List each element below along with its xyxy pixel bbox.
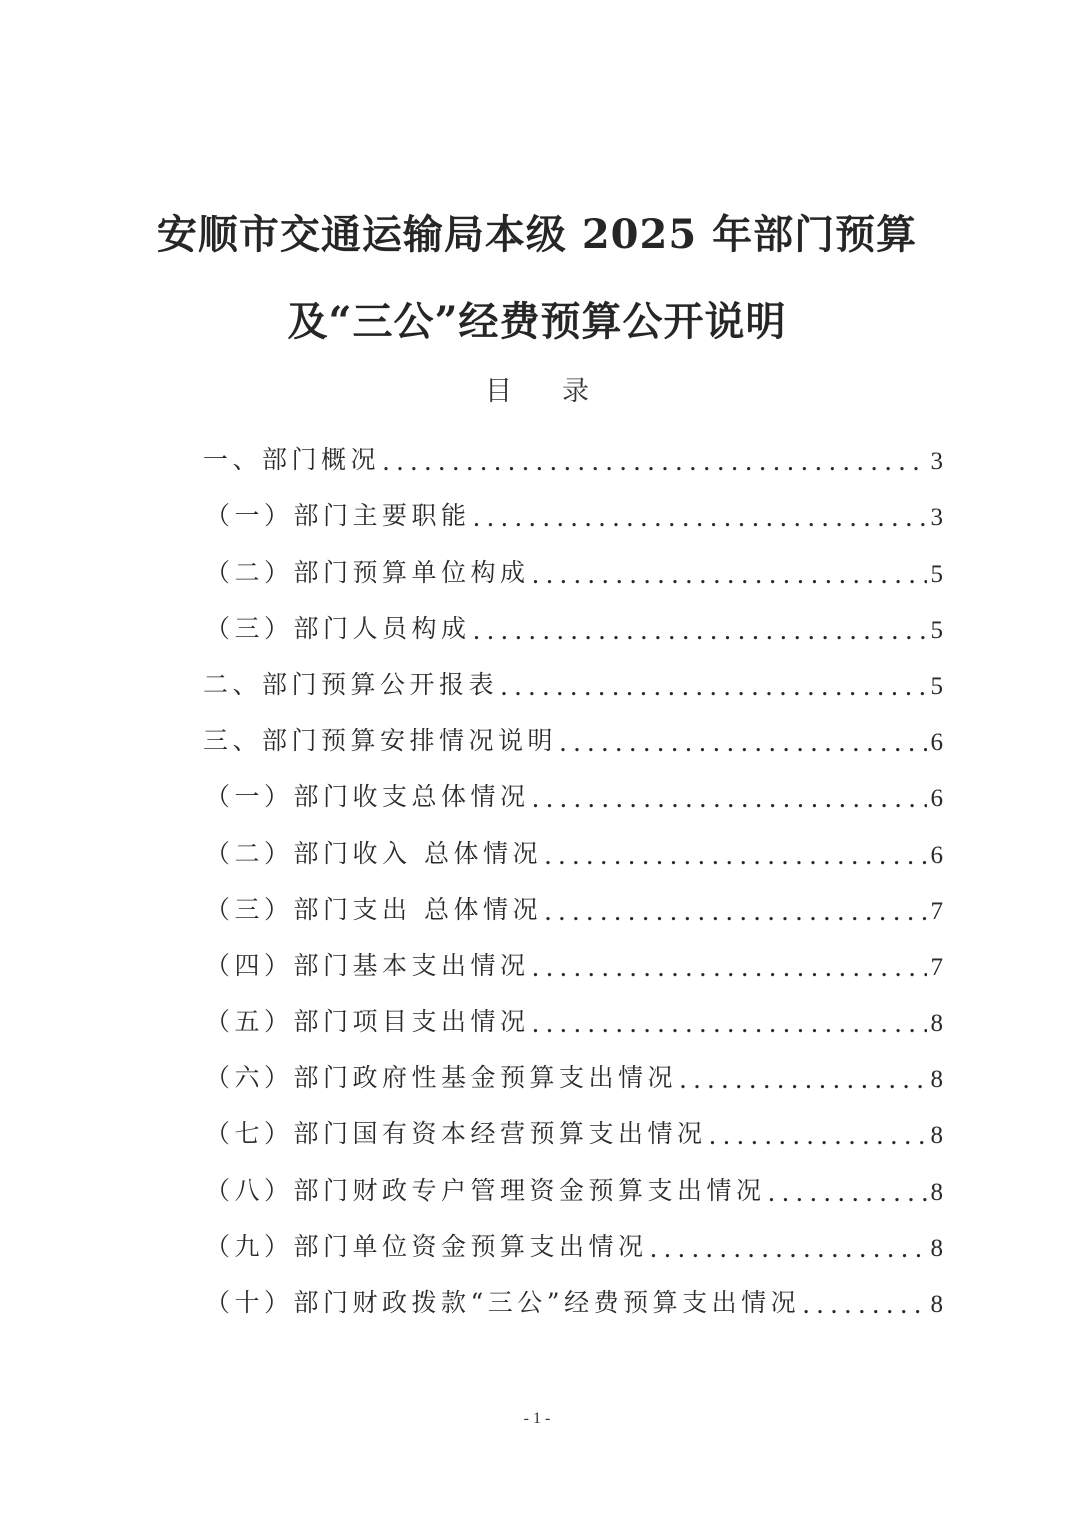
toc-entry-page: 7 xyxy=(930,953,943,981)
page-number-footer: - 1 - xyxy=(523,1410,551,1427)
toc-entry[interactable] xyxy=(203,1263,943,1319)
toc-entry[interactable] xyxy=(203,1038,943,1094)
toc-dot-leader xyxy=(802,1290,926,1319)
toc-entry-page: 8 xyxy=(930,1234,943,1262)
toc-heading: 目录 xyxy=(485,376,639,407)
toc-entry-label: （三）部门人员构成 xyxy=(205,613,471,643)
toc-entry[interactable] xyxy=(203,645,943,701)
toc-entry-page: 6 xyxy=(930,785,943,813)
toc-entry-page: 8 xyxy=(930,1291,943,1318)
toc-entry[interactable] xyxy=(203,926,943,982)
toc-dot-leader xyxy=(500,672,926,701)
toc-dot-leader xyxy=(532,1009,927,1038)
toc-entry-page: 8 xyxy=(930,1066,943,1094)
toc-entry-label: （十）部门财政拨款“三公”经费预算支出情况 xyxy=(205,1288,801,1317)
toc-entry-page: 8 xyxy=(930,1122,943,1150)
toc-entry-label: （一）部门收支总体情况 xyxy=(205,782,530,812)
toc-dot-leader xyxy=(532,784,927,813)
toc-entry[interactable] xyxy=(203,813,943,869)
toc-entry[interactable] xyxy=(203,1094,943,1150)
toc-entry-page: 5 xyxy=(930,616,943,644)
toc-entry[interactable] xyxy=(203,982,943,1038)
toc-entry[interactable] xyxy=(203,1150,943,1206)
toc-entry[interactable] xyxy=(203,870,943,926)
toc-dot-leader xyxy=(532,560,927,589)
toc-entry-page: 6 xyxy=(930,841,943,869)
toc-dot-leader xyxy=(559,728,926,757)
toc-dot-leader xyxy=(544,897,927,926)
toc-dot-leader xyxy=(382,447,926,476)
toc-entry[interactable] xyxy=(203,420,943,476)
toc-entry-label: （六）部门政府性基金预算支出情况 xyxy=(205,1063,678,1093)
toc-entry-label: （四）部门基本支出情况 xyxy=(205,950,530,980)
toc-entry[interactable] xyxy=(203,757,943,813)
toc-entry-page: 3 xyxy=(930,504,943,532)
toc-entry-label: 二、部门预算公开报表 xyxy=(203,669,499,699)
toc-entry-label: （二）部门收入 总体情况 xyxy=(205,838,542,868)
toc-dot-leader xyxy=(709,1121,927,1150)
toc-entry[interactable] xyxy=(203,1207,943,1263)
toc-dot-leader xyxy=(679,1065,926,1094)
toc-entry-label: （一）部门主要职能 xyxy=(205,501,471,531)
document-title-line1: 安顺市交通运输局本级 2025 年部门预算 xyxy=(156,211,918,258)
toc-entry[interactable] xyxy=(203,476,943,532)
toc-entry-label: （七）部门国有资本经营预算支出情况 xyxy=(205,1119,707,1149)
toc-entry-label: （三）部门支出 总体情况 xyxy=(205,894,542,924)
toc-entry-label: （五）部门项目支出情况 xyxy=(205,1007,530,1037)
toc-entry-page: 6 xyxy=(930,729,943,757)
toc-entry[interactable] xyxy=(203,589,943,645)
toc-entry-label: 一、部门概况 xyxy=(203,445,381,475)
toc-entry-page: 5 xyxy=(930,672,943,700)
document-title-line2: 及“三公”经费预算公开说明 xyxy=(287,298,787,345)
toc-dot-leader xyxy=(473,503,927,532)
toc-dot-leader xyxy=(650,1234,927,1263)
toc-entry-page: 8 xyxy=(930,1178,943,1206)
toc-entry-page: 8 xyxy=(930,1010,943,1038)
toc-dot-leader xyxy=(473,616,927,645)
toc-entry-label: （八）部门财政专户管理资金预算支出情况 xyxy=(205,1175,766,1205)
toc-dot-leader xyxy=(544,841,927,870)
toc-dot-leader xyxy=(532,953,927,982)
toc-entry[interactable] xyxy=(203,532,943,588)
toc-dot-leader xyxy=(768,1178,927,1207)
toc-entry-label: 三、部门预算安排情况说明 xyxy=(203,726,558,756)
toc-entry-page: 3 xyxy=(930,448,943,476)
toc-entry-label: （二）部门预算单位构成 xyxy=(205,557,530,587)
toc-entry[interactable] xyxy=(203,701,943,757)
table-of-contents xyxy=(203,420,943,1319)
toc-entry-page: 7 xyxy=(930,897,943,925)
toc-entry-label: （九）部门单位资金预算支出情况 xyxy=(205,1231,648,1261)
toc-entry-page: 5 xyxy=(930,560,943,588)
